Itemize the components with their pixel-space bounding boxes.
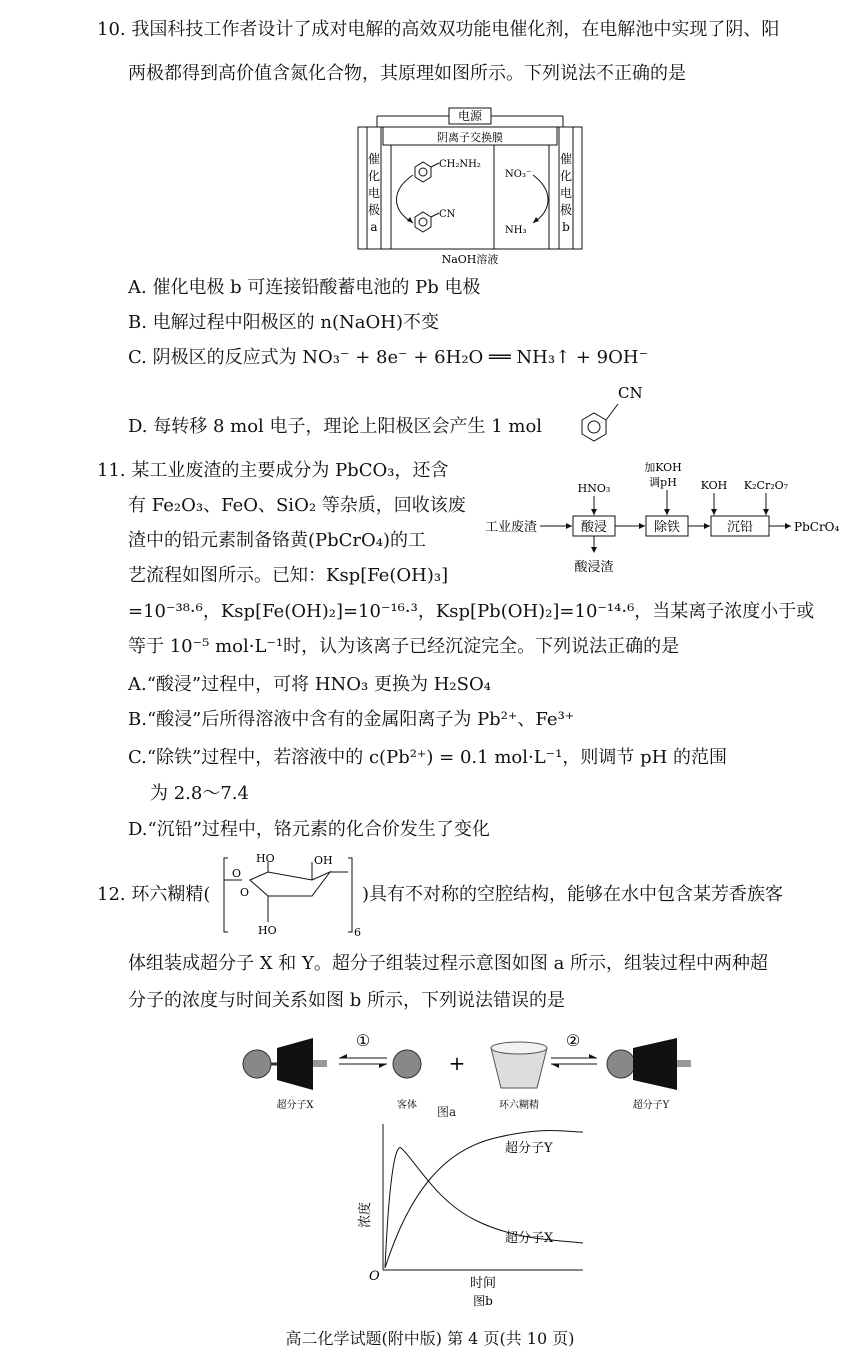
fig-b-series-x: 超分子X xyxy=(505,1231,554,1246)
supramolecule-y-guest xyxy=(607,1050,635,1078)
q12-struct-n: 6 xyxy=(354,926,361,939)
q11-flow-step3-reagent1: KOH xyxy=(700,479,728,492)
elecA-char: a xyxy=(370,220,378,234)
q11-option-a: A.“酸浸”过程中，可将 HNO₃ 更换为 H₂SO₄ xyxy=(128,674,491,695)
q12-struct-ho2: HO xyxy=(258,924,277,937)
q12-stem-pre: 12. 环六糊精( xyxy=(97,884,211,905)
q10-option-a: A. 催化电极 b 可连接铅酸蓄电池的 Pb 电极 xyxy=(128,277,481,298)
q11-flow-step1-reagent: HNO₃ xyxy=(577,482,611,495)
q11-option-d: D.“沉铅”过程中，铬元素的化合价发生了变化 xyxy=(128,819,490,840)
fig-b-xlabel: 时间 xyxy=(469,1276,497,1291)
elecA-char: 化 xyxy=(367,169,381,183)
q11-flow-step3-reagent2: K₂Cr₂O₇ xyxy=(743,479,789,492)
q11-option-c-line1: C.“除铁”过程中，若溶液中的 c(Pb²⁺) = 0.1 mol·L⁻¹，则调节 pH 的范围 xyxy=(128,747,728,768)
elecA-char: 极 xyxy=(367,203,381,217)
supramolecule-x-host xyxy=(277,1038,313,1090)
q10-option-d: D. 每转移 8 mol 电子，理论上阳极区会产生 1 mol xyxy=(128,416,543,437)
q11-stem-line1: 11. 某工业废渣的主要成分为 PbCO₃，还含 xyxy=(97,460,449,481)
q12-struct-oh: OH xyxy=(314,854,333,867)
fig-b-caption: 图b xyxy=(473,1294,493,1308)
q11-stem-line5: =10⁻³⁸·⁶，Ksp[Fe(OH)₂]=10⁻¹⁶·³，Ksp[Pb(OH)₂]=10⁻¹⁴·⁶，当某离子浓度小于或 xyxy=(128,601,815,622)
q12-stem-post: )具有不对称的空腔结构，能够在水中包含某芳香族客 xyxy=(362,884,784,905)
q12-figure-b xyxy=(355,1120,595,1310)
q11-stem-line4: 艺流程如图所示。已知：Ksp[Fe(OH)₃] xyxy=(128,565,449,586)
q10-electrode-b-label xyxy=(560,151,572,234)
q10-stem-line2: 两极都得到高价值含氮化合物，其原理如图所示。下列说法不正确的是 xyxy=(128,63,686,84)
q11-option-c-line2: 为 2.8～7.4 xyxy=(150,783,249,804)
fig-a-label-cd: 环六糊精 xyxy=(499,1100,539,1111)
elecA-char: 电 xyxy=(367,186,381,200)
fig-b-ylabel: 浓度 xyxy=(358,1201,373,1229)
q10-benzonitrile-structure xyxy=(570,378,650,448)
series-supramolecule-x-curve xyxy=(385,1148,583,1268)
q11-flow-input: 工业废渣 xyxy=(485,520,538,535)
fig-a-label-y: 超分子Y xyxy=(632,1100,670,1111)
q11-flow-output: PbCrO₄ xyxy=(794,520,840,534)
fig-a-label-x: 超分子X xyxy=(276,1100,314,1111)
q12-cyclodextrin-structure xyxy=(220,850,360,940)
q12-stem-line3: 分子的浓度与时间关系如图 b 所示，下列说法错误的是 xyxy=(128,990,565,1011)
guest-molecule xyxy=(393,1050,421,1078)
elecA-char: 催 xyxy=(367,152,381,166)
q10-electrolysis-diagram xyxy=(355,105,585,270)
q11-option-b: B.“酸浸”后所得溶液中含有的金属阳离子为 Pb²⁺、Fe³⁺ xyxy=(128,709,575,730)
fig-a-label-guest: 客体 xyxy=(397,1100,417,1111)
q12-stem-line2: 体组装成超分子 X 和 Y。超分子组装过程示意图如图 a 所示，组装过程中两种超 xyxy=(128,953,769,974)
series-supramolecule-y-curve xyxy=(385,1131,583,1269)
q11-stem-line2: 有 Fe₂O₃、FeO、SiO₂ 等杂质，回收该废 xyxy=(128,495,466,516)
q10-option-c: C. 阴极区的反应式为 NO₃⁻ + 8e⁻ + 6H₂O ══ NH₃↑ + 9OH⁻ xyxy=(128,347,649,368)
supramolecule-x-guest xyxy=(243,1050,271,1078)
q11-flow-step2-reagent1: 加KOH xyxy=(644,461,682,474)
q10-fig-solution: NaOH溶液 xyxy=(441,253,499,266)
q10-fig-left-bottom: CN xyxy=(439,209,456,220)
fig-a-step1: ① xyxy=(355,1031,371,1050)
q11-process-flowchart xyxy=(485,456,850,581)
supramolecule-y-host xyxy=(633,1038,677,1090)
q10-fig-left-top: CH₂NH₂ xyxy=(439,159,481,170)
q10-fig-membrane-label: 阴离子交换膜 xyxy=(437,131,503,144)
q10-stem-line1: 10. 我国科技工作者设计了成对电解的高效双功能电催化剂，在电解池中实现了阴、阳 xyxy=(97,19,780,40)
q12-struct-o2: O xyxy=(240,886,250,899)
elecB-char: 电 xyxy=(559,186,573,200)
q12-figure-a xyxy=(235,1030,705,1125)
q10-fig-power-label: 电源 xyxy=(457,109,483,123)
q10-d-struct-cn: CN xyxy=(618,384,643,402)
q10-option-b: B. 电解过程中阳极区的 n(NaOH)不变 xyxy=(128,312,439,333)
q11-flow-step3: 沉铅 xyxy=(726,520,754,535)
q10-electrode-a-label xyxy=(368,151,380,234)
q11-flow-step1-out: 酸浸渣 xyxy=(574,560,614,575)
q11-stem-line3: 渣中的铅元素制备铬黄(PbCrO₄)的工 xyxy=(128,530,427,551)
elecB-char: b xyxy=(562,220,570,234)
elecB-char: 化 xyxy=(559,169,573,183)
fig-b-series-y: 超分子Y xyxy=(505,1141,553,1156)
q11-flow-step1: 酸浸 xyxy=(580,520,608,535)
elecB-char: 极 xyxy=(559,203,573,217)
elecB-char: 催 xyxy=(559,152,573,166)
q11-stem-line6: 等于 10⁻⁵ mol·L⁻¹时，认为该离子已经沉淀完全。下列说法正确的是 xyxy=(128,636,680,657)
q10-fig-right-top: NO₃⁻ xyxy=(505,169,532,180)
q12-struct-o1: O xyxy=(232,867,242,880)
q10-fig-right-bottom: NH₃ xyxy=(505,225,527,236)
page-footer: 高二化学试题(附中版) 第 4 页(共 10 页) xyxy=(285,1329,575,1348)
q12-struct-ho1: HO xyxy=(256,852,275,865)
q11-flow-step2-reagent2: 调pH xyxy=(649,476,677,489)
fig-a-plus: + xyxy=(448,1051,466,1075)
fig-b-origin: O xyxy=(369,1269,380,1284)
fig-a-caption: 图a xyxy=(437,1105,457,1119)
q11-flow-step2: 除铁 xyxy=(653,520,681,535)
fig-a-step2: ② xyxy=(565,1031,581,1050)
